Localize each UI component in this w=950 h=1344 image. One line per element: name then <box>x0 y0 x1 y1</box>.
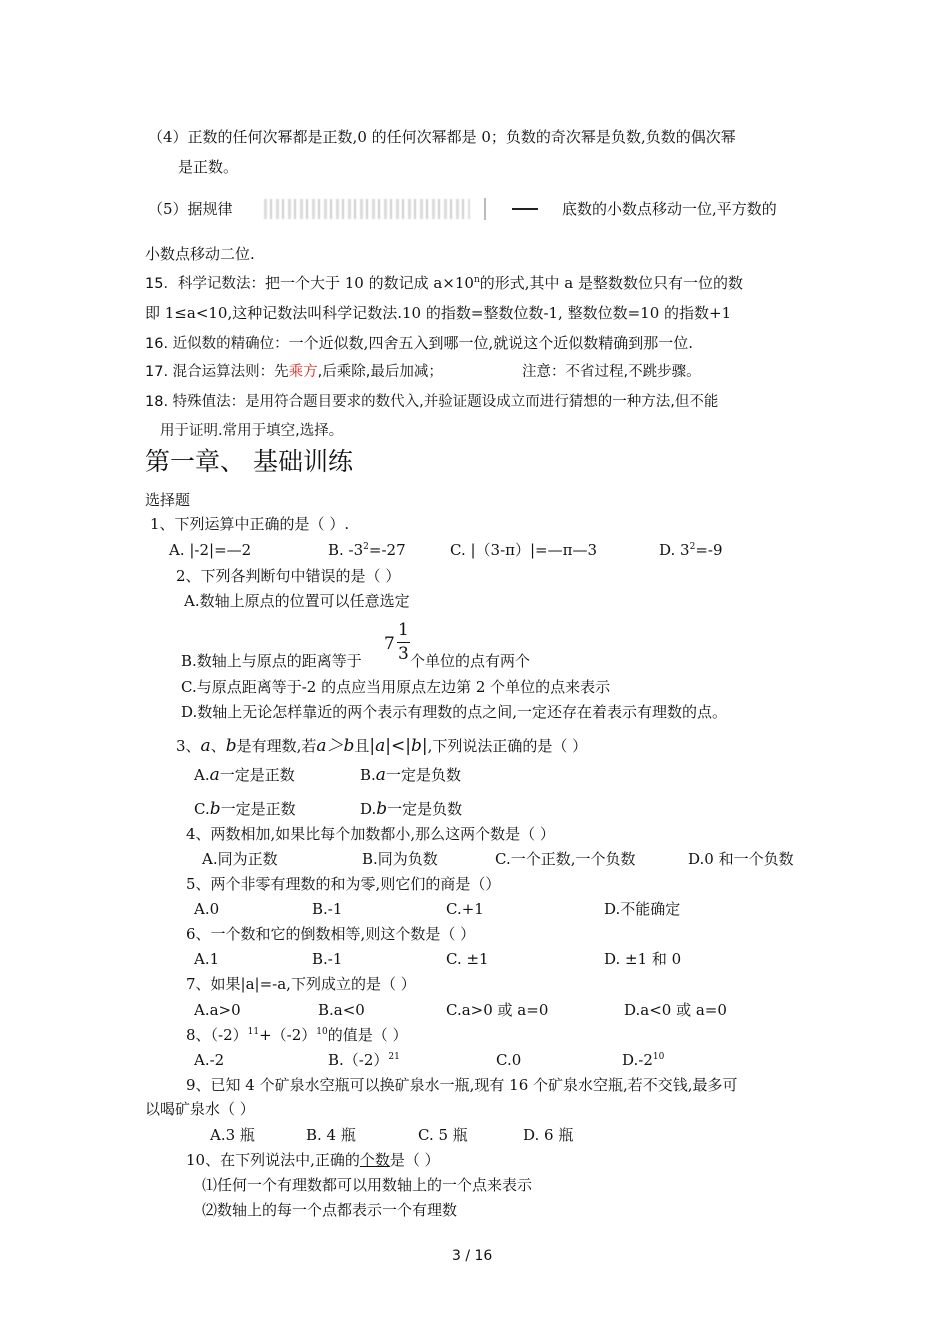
item15-line2: 即 1≤a<10,这种记数法叫科学记数法.10 的指数=整数位数-1, 整数位数=10 的指数+1 <box>145 304 732 322</box>
q10-statement-1: ⑴任何一个有理数都可以用数轴上的一个点来表示 <box>202 1176 533 1194</box>
q6-option-c: C. ±1 <box>446 950 489 968</box>
rule5-start: （5）据规律 <box>148 200 233 218</box>
rule4-line1: （4）正数的任何次幂都是正数,0 的任何次幂都是 0；负数的奇次幂是负数,负数的偶次幂 <box>148 128 736 146</box>
q5-stem: 5、两个非零有理数的和为零,则它们的商是（） <box>186 875 501 893</box>
q8-option-c: C.0 <box>496 1051 522 1069</box>
item17-head: 17. 混合运算法则： <box>145 364 275 380</box>
q7-option-d: D.a<0 或 a=0 <box>624 1001 727 1019</box>
q9-option-c: C. 5 瓶 <box>418 1126 468 1144</box>
q7-stem: 7、如果|a|=-a,下列成立的是（ ） <box>186 975 416 993</box>
page-number: 3 / 16 <box>452 1248 493 1264</box>
q2-stem: 2、下列各判断句中错误的是（ ） <box>176 567 401 585</box>
q1-stem: 1、下列运算中正确的是（ ）. <box>150 515 350 533</box>
q9-stem: 9、已知 4 个矿泉水空瓶可以换矿泉水一瓶,现有 16 个矿泉水空瓶,若不交钱,最多可 <box>186 1076 738 1094</box>
section-title: 选择题 <box>145 491 191 509</box>
item16-text: 一个近似数,四舍五入到哪一位,就说这个近似数精确到那一位. <box>288 334 693 352</box>
q6-option-a: A.1 <box>194 950 220 968</box>
q2-option-b-pre: B.数轴上与原点的距离等于 <box>181 652 362 670</box>
q3-option-d: D.b一定是负数 <box>360 799 463 819</box>
q2-option-a: A.数轴上原点的位置可以任意选定 <box>184 592 410 610</box>
q2-option-b-post: 个单位的点有两个 <box>410 652 531 670</box>
q2-option-d: D.数轴上无论怎样靠近的两个表示有理数的点之间,一定还存在着表示有理数的点。 <box>181 703 728 721</box>
item17-note: 注意：不省过程,不跳步骤。 <box>522 364 701 380</box>
q4-option-c: C.一个正数,一个负数 <box>495 850 636 868</box>
q5-option-c: C.+1 <box>446 900 484 918</box>
q4-option-a: A.同为正数 <box>202 850 278 868</box>
formula-bar <box>484 198 486 220</box>
q4-option-b: B.同为负数 <box>362 850 438 868</box>
rule5-line2: 小数点移动二位. <box>145 245 255 263</box>
q3-stem: 3、a、b是有理数,若a＞b且|a|<|b|,下列说法正确的是（ ） <box>176 736 588 756</box>
q1-option-c: C. |（3-π）|=—π—3 <box>450 541 598 559</box>
q8-option-b: $B.(-2)^{21}$ <box>328 1051 400 1069</box>
item17-pre: 先 <box>274 364 289 380</box>
item15-line1 <box>145 273 743 294</box>
item18-text: 是用符合题目要求的数代入,并验证题设成立而进行猜想的一种方法,但不能 <box>245 394 719 410</box>
chapter-title: 第一章、 基础训练 <box>145 447 353 476</box>
item18-line2: 用于证明.常用于填空,选择。 <box>160 423 344 439</box>
q7-option-c: C.a>0 或 a=0 <box>446 1001 549 1019</box>
q10-statement-2: ⑵数轴上的每一个点都表示一个有理数 <box>202 1201 458 1219</box>
q2-option-c: C.与原点距离等于-2 的点应当用原点左边第 2 个单位的点来表示 <box>181 678 611 696</box>
item15-text1a: 把一个大于 10 的数记成 a×10 <box>264 274 474 292</box>
q7-option-b: B.a<0 <box>318 1001 365 1019</box>
item16-head: 16. 近似数的精确位： <box>145 336 289 352</box>
item18-line1 <box>145 392 718 412</box>
item15-sup: n <box>473 275 480 285</box>
q8-option-a: A.-2 <box>194 1051 225 1069</box>
blurred-formula-image <box>264 199 470 219</box>
q7-option-a: A.a>0 <box>194 1001 241 1019</box>
q5-option-b: B.-1 <box>312 900 343 918</box>
q3-option-b: B.a一定是负数 <box>360 765 461 785</box>
q1-option-d: D. $3^2=-9$ <box>659 541 723 559</box>
item15-text1b: 的形式,其中 a 是整数数位只有一位的数 <box>479 274 743 292</box>
q3-option-a: A.a一定是正数 <box>194 765 295 785</box>
q9-stem-line2: 以喝矿泉水（ ） <box>145 1100 255 1118</box>
item16-line <box>145 333 693 354</box>
item15-head: 15．科学记数法： <box>145 276 265 292</box>
q6-stem: 6、一个数和它的倒数相等,则这个数是（ ） <box>186 925 476 943</box>
q1-option-b: B. $-3^2=-27$ <box>328 541 406 559</box>
item17-post: ,后乘除,最后加减； <box>317 364 443 380</box>
formula-dash <box>512 208 538 210</box>
q6-option-b: B.-1 <box>312 950 343 968</box>
rule4-line2: 是正数。 <box>178 158 239 176</box>
q10-stem: 10、在下列说法中,正确的个数是（ ） <box>186 1151 440 1169</box>
item17-line <box>145 362 443 382</box>
q8-stem: 8、$(-2)^{11}+(-2)^{10}$的值是（ ） <box>186 1026 408 1044</box>
q4-stem: 4、两数相加,如果比每个加数都小,那么这两个数是（ ） <box>186 825 555 843</box>
item18-head: 18. 特殊值法： <box>145 394 246 410</box>
item17-red: 乘方 <box>288 364 318 380</box>
q8-option-d: $D.-2^{10}$ <box>622 1051 665 1069</box>
q9-option-b: B. 4 瓶 <box>306 1126 356 1144</box>
q9-option-a: A.3 瓶 <box>210 1126 255 1144</box>
rule5-end: 底数的小数点移动一位,平方数的 <box>562 200 777 218</box>
q4-option-d: D.0 和一个负数 <box>688 850 794 868</box>
q3-option-c: C.b一定是正数 <box>194 799 296 819</box>
q6-option-d: D. ±1 和 0 <box>604 950 682 968</box>
q5-option-d: D.不能确定 <box>604 900 681 918</box>
q9-option-d: D. 6 瓶 <box>523 1126 574 1144</box>
q1-option-a: A. |-2|=—2 <box>169 541 252 559</box>
q5-option-a: A.0 <box>194 900 220 918</box>
